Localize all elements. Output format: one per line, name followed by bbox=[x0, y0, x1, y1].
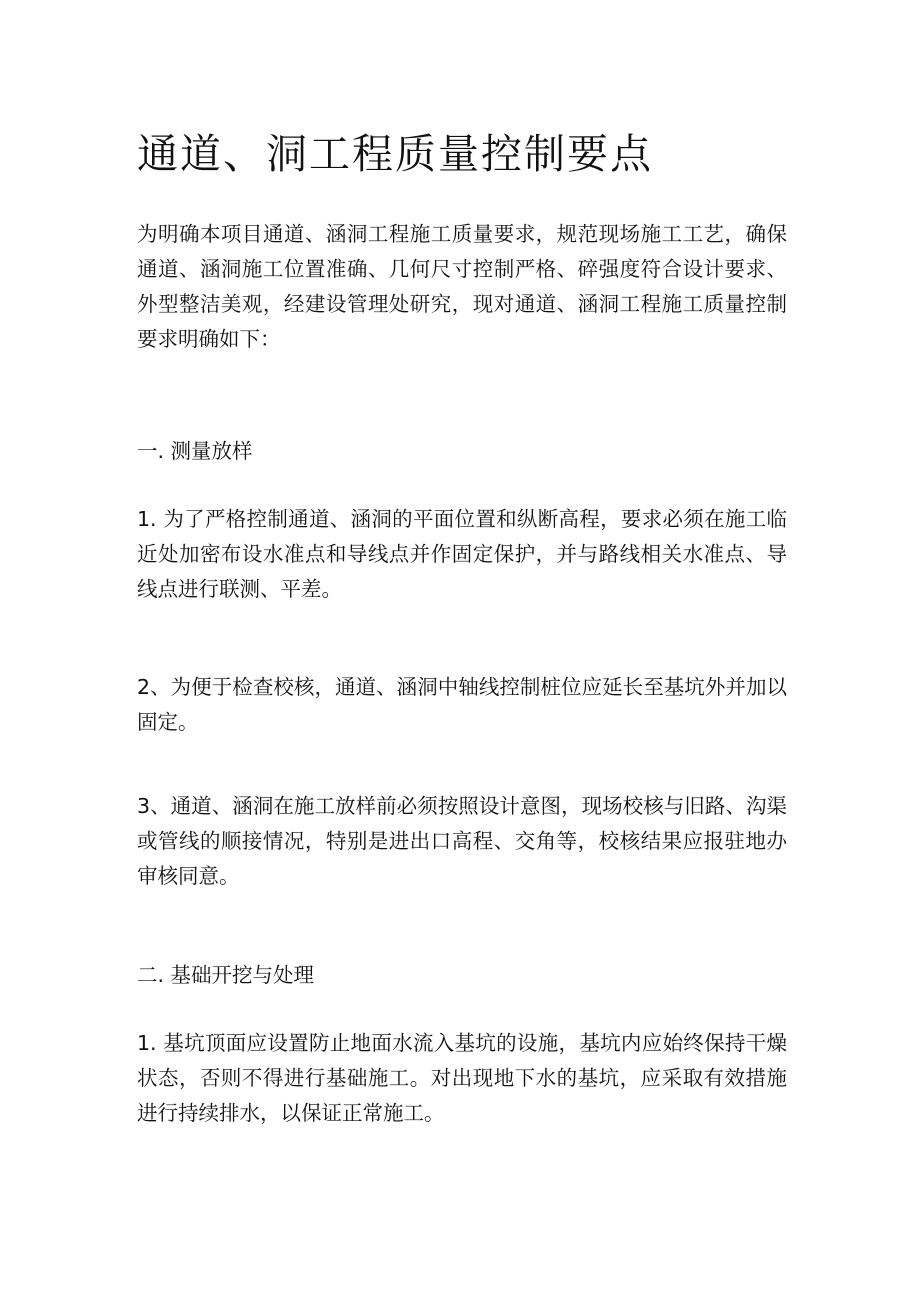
foundation-paragraph-1: 1. 基坑顶面应设置防止地面水流入基坑的设施，基坑内应始终保持干燥状态，否则不得进行基础施工。对出现地下水的基坑，应采取有效措施进行持续排水，以保证正常施工。 bbox=[137, 1031, 787, 1125]
intro-paragraph: 为明确本项目通道、涵洞工程施工质量要求，规范现场施工工艺，确保通道、涵洞施工位置准确、几何尺寸控制严格、碎强度符合设计要求、外型整洁美观，经建设管理处研究，现对通道、涵洞工程施工质量控制要求明确如下： bbox=[137, 222, 787, 351]
survey-paragraph-2: 2、为便于检查校核，通道、涵洞中轴线控制桩位应延长至基坑外并加以固定。 bbox=[137, 675, 787, 734]
section-heading-survey: 一. 测量放样 bbox=[137, 439, 253, 463]
section-heading-foundation: 二. 基础开挖与处理 bbox=[137, 963, 315, 987]
document-title: 通道、洞工程质量控制要点 bbox=[137, 130, 653, 178]
survey-paragraph-1: 1. 为了严格控制通道、涵洞的平面位置和纵断高程，要求必须在施工临近处加密布设水准点和导线点并作固定保护，并与路线相关水准点、导线点进行联测、平差。 bbox=[137, 507, 787, 601]
survey-paragraph-3: 3、通道、涵洞在施工放样前必须按照设计意图，现场校核与旧路、沟渠或管线的顺接情况，特别是进出口高程、交角等，校核结果应报驻地办审核同意。 bbox=[137, 794, 787, 888]
